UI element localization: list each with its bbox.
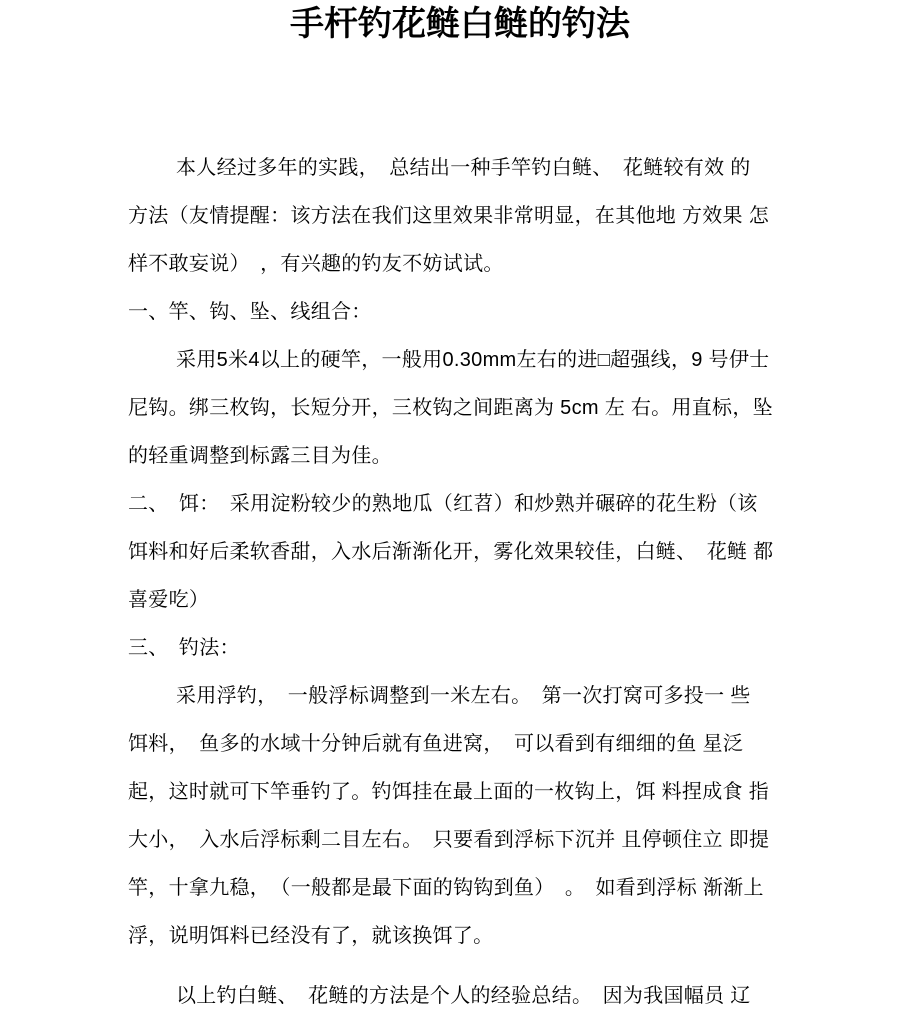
paragraph bbox=[128, 972, 794, 1017]
text-line: 方法（友情提醒：该方法在我们这里效果非常明显，在其他地 方效果 怎 bbox=[128, 205, 770, 227]
text-line: 竿，十拿九稳， （一般都是最下面的钩钩到鱼） 。 如看到浮标 渐渐上 bbox=[128, 877, 764, 899]
text-line: 采用浮钓， 一般浮标调整到一米左右。 第一次打窝可多投一 些 bbox=[176, 685, 751, 707]
text-line: 饵料和好后柔软香甜，入水后渐渐化开，雾化效果较佳，白鲢、 花鲢 都 bbox=[128, 541, 774, 563]
section-heading-line: 三、 钓法： bbox=[128, 637, 240, 659]
text-line: 本人经过多年的实践， 总结出一种手竿钓白鲢、 花鲢较有效 的 bbox=[176, 157, 751, 179]
paragraph bbox=[128, 144, 794, 288]
paragraph bbox=[128, 336, 794, 480]
text-line: 浮，说明饵料已经没有了，就该换饵了。 bbox=[128, 925, 494, 947]
section-heading-line: 一、竿、钩、坠、线组合： bbox=[128, 301, 372, 323]
paragraph bbox=[128, 480, 794, 624]
text-line: 采用5米4以上的硬竿，一般用0.30mm左右的进□超强线，9 号伊士 bbox=[176, 349, 770, 371]
paragraph bbox=[128, 624, 794, 672]
text-line: 以上钓白鲢、 花鲢的方法是个人的经验总结。 因为我国幅员 辽 bbox=[176, 985, 751, 1007]
paragraph bbox=[128, 288, 794, 336]
text-line: 饵料， 鱼多的水域十分钟后就有鱼进窝， 可以看到有细细的鱼 星泛 bbox=[128, 733, 744, 755]
section-heading-line: 二、 饵： 采用淀粉较少的熟地瓜（红苕）和炒熟并碾碎的花生粉（该 bbox=[128, 493, 758, 515]
document-body bbox=[128, 144, 794, 1017]
text-line: 起，这时就可下竿垂钓了。钓饵挂在最上面的一枚钩上，饵 料捏成食 指 bbox=[128, 781, 770, 803]
document-title: 手杆钓花鲢白鲢的钓法 bbox=[290, 5, 630, 43]
text-line: 样不敢妄说） ，有兴趣的钓友不妨试试。 bbox=[128, 253, 504, 275]
text-line: 的轻重调整到标露三目为佳。 bbox=[128, 445, 392, 467]
text-line: 尼钩。绑三枚钩，长短分开，三枚钩之间距离为 5cm 左 右。用直标，坠 bbox=[128, 397, 773, 419]
paragraph bbox=[128, 672, 794, 960]
text-line: 喜爱吃） bbox=[128, 589, 210, 611]
text-line: 大小， 入水后浮标剩二目左右。 只要看到浮标下沉并 且停顿住立 即提 bbox=[128, 829, 770, 851]
